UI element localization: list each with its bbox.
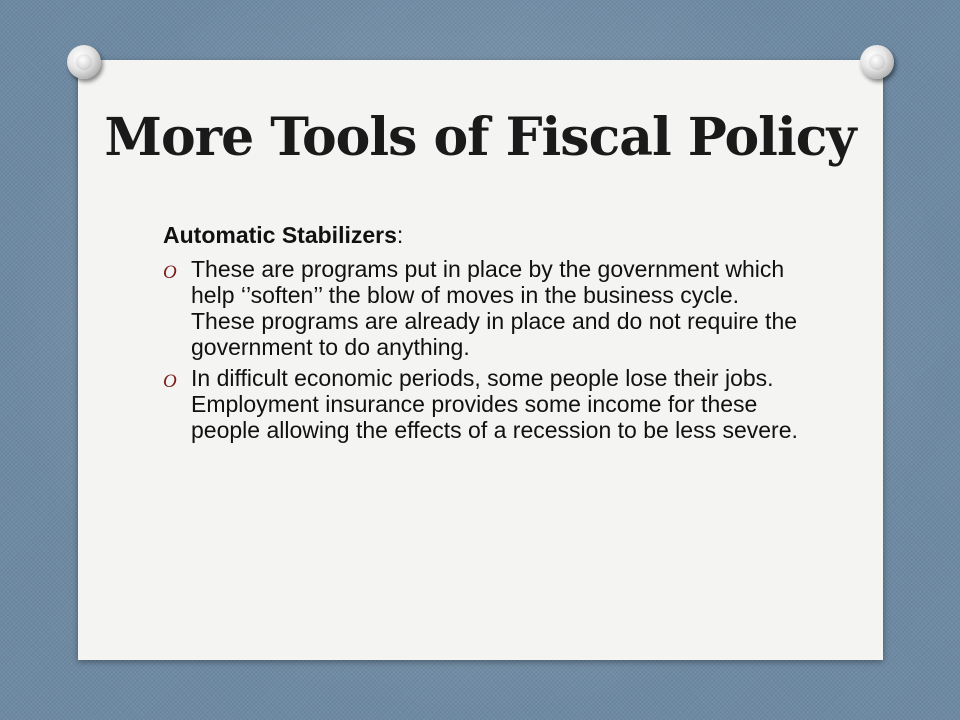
section-heading-text: Automatic Stabilizers — [163, 222, 397, 248]
bullet-marker: O — [163, 371, 177, 392]
slide-title: More Tools of Fiscal Policy — [104, 107, 856, 168]
bullet-marker: O — [163, 262, 177, 283]
section-heading — [163, 222, 803, 249]
bullet-text: In difficult economic periods, some people lose their jobs. Employment insurance provides some income for these people allowing the effects of a recession to be less severe. — [191, 365, 798, 443]
bullet-item — [163, 256, 803, 360]
pushpin-icon — [860, 45, 894, 79]
slide-body — [163, 222, 803, 448]
bullet-list — [163, 256, 803, 443]
bullet-text: These are programs put in place by the government which help ‘’soften’’ the blow of moves in the business cycle. These programs are already in place and do not require the government to do anything. — [191, 256, 798, 360]
bullet-item — [163, 365, 803, 443]
section-heading-colon: : — [396, 222, 404, 248]
pushpin-icon — [67, 45, 101, 79]
